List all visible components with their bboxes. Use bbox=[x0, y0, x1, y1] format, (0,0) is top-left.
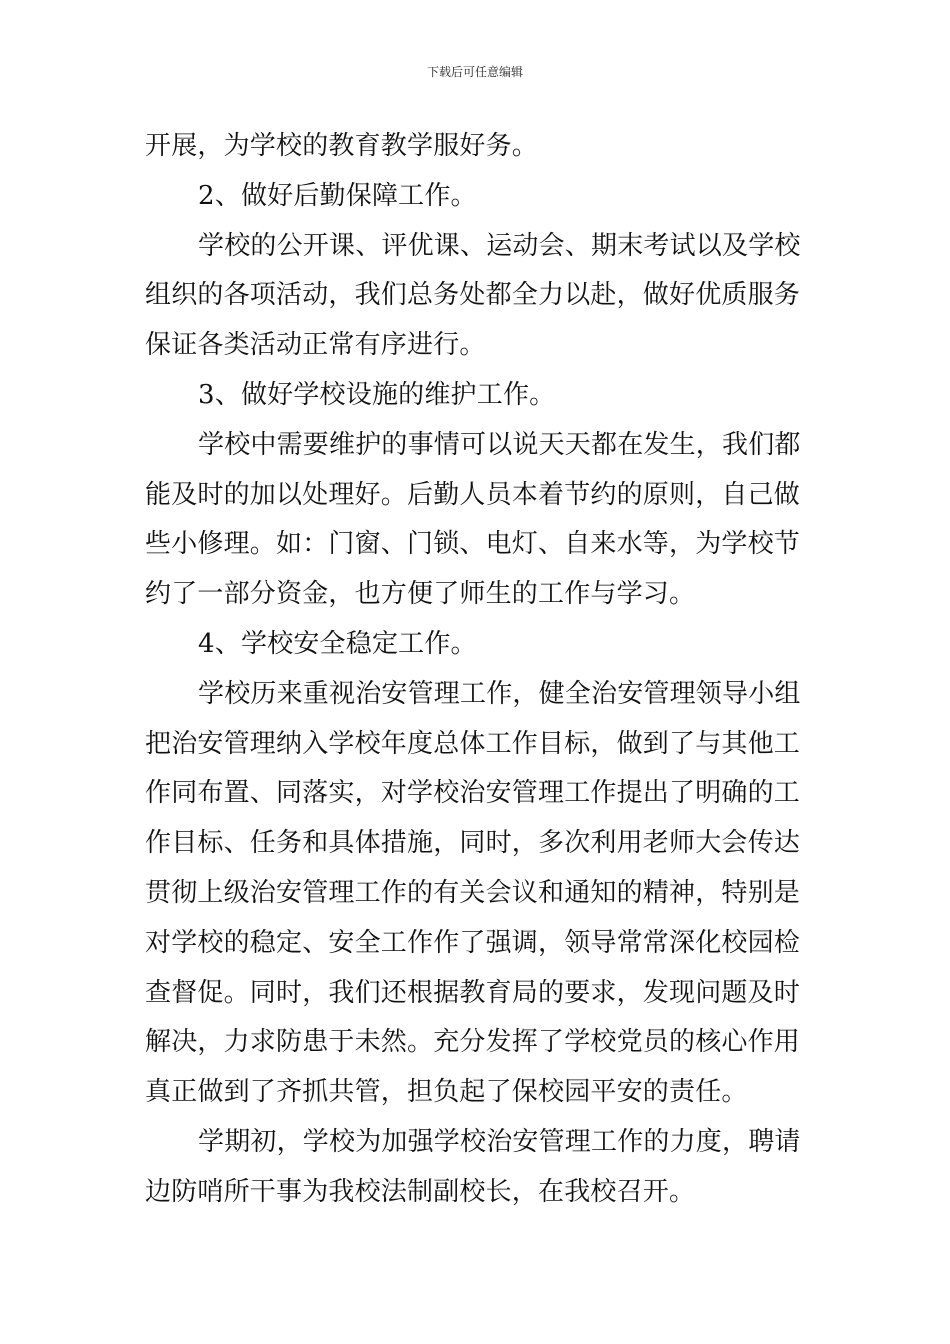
body-line: 把治安管理纳入学校年度总体工作目标，做到了与其他工 bbox=[145, 728, 801, 759]
body-line: 保证各类活动正常有序进行。 bbox=[145, 330, 486, 361]
section-heading: 3、做好学校设施的维护工作。 bbox=[198, 379, 556, 410]
document-body bbox=[145, 122, 813, 1218]
body-line: 作目标、任务和具体措施，同时，多次利用老师大会传达 bbox=[145, 828, 801, 859]
body-line: 查督促。同时，我们还根据教育局的要求，发现问题及时 bbox=[145, 977, 801, 1008]
body-line: 学校历来重视治安管理工作，健全治安管理领导小组 bbox=[198, 678, 801, 709]
section-heading: 2、做好后勤保障工作。 bbox=[198, 180, 477, 211]
section-heading: 4、学校安全稳定工作。 bbox=[198, 628, 477, 659]
body-line: 学期初，学校为加强学校治安管理工作的力度，聘请 bbox=[198, 1126, 801, 1157]
body-line: 边防哨所干事为我校法制副校长，在我校召开。 bbox=[145, 1176, 696, 1207]
body-line: 作同布置、同落实，对学校治安管理工作提出了明确的工 bbox=[145, 778, 801, 809]
body-line: 学校的公开课、评优课、运动会、期末考试以及学校 bbox=[198, 230, 801, 261]
body-line: 开展，为学校的教育教学服好务。 bbox=[145, 131, 539, 161]
body-line: 真正做到了齐抓共管，担负起了保校园平安的责任。 bbox=[145, 1077, 748, 1108]
body-line: 对学校的稳定、安全工作作了强调，领导常常深化校园检 bbox=[145, 927, 801, 958]
page-header-note: 下载后可任意编辑 bbox=[426, 65, 523, 79]
body-line: 些小修理。如：门窗、门锁、电灯、自来水等，为学校节 bbox=[145, 529, 801, 560]
body-line: 贯彻上级治安管理工作的有关会议和通知的精神，特别是 bbox=[145, 877, 801, 908]
body-line: 解决，力求防患于未然。充分发挥了学校党员的核心作用 bbox=[145, 1027, 801, 1058]
body-line: 组织的各项活动，我们总务处都全力以赴，做好优质服务 bbox=[145, 280, 801, 311]
body-line: 能及时的加以处理好。后勤人员本着节约的原则，自己做 bbox=[145, 479, 801, 510]
body-line: 约了一部分资金，也方便了师生的工作与学习。 bbox=[145, 579, 696, 610]
body-line: 学校中需要维护的事情可以说天天都在发生，我们都 bbox=[198, 429, 801, 460]
